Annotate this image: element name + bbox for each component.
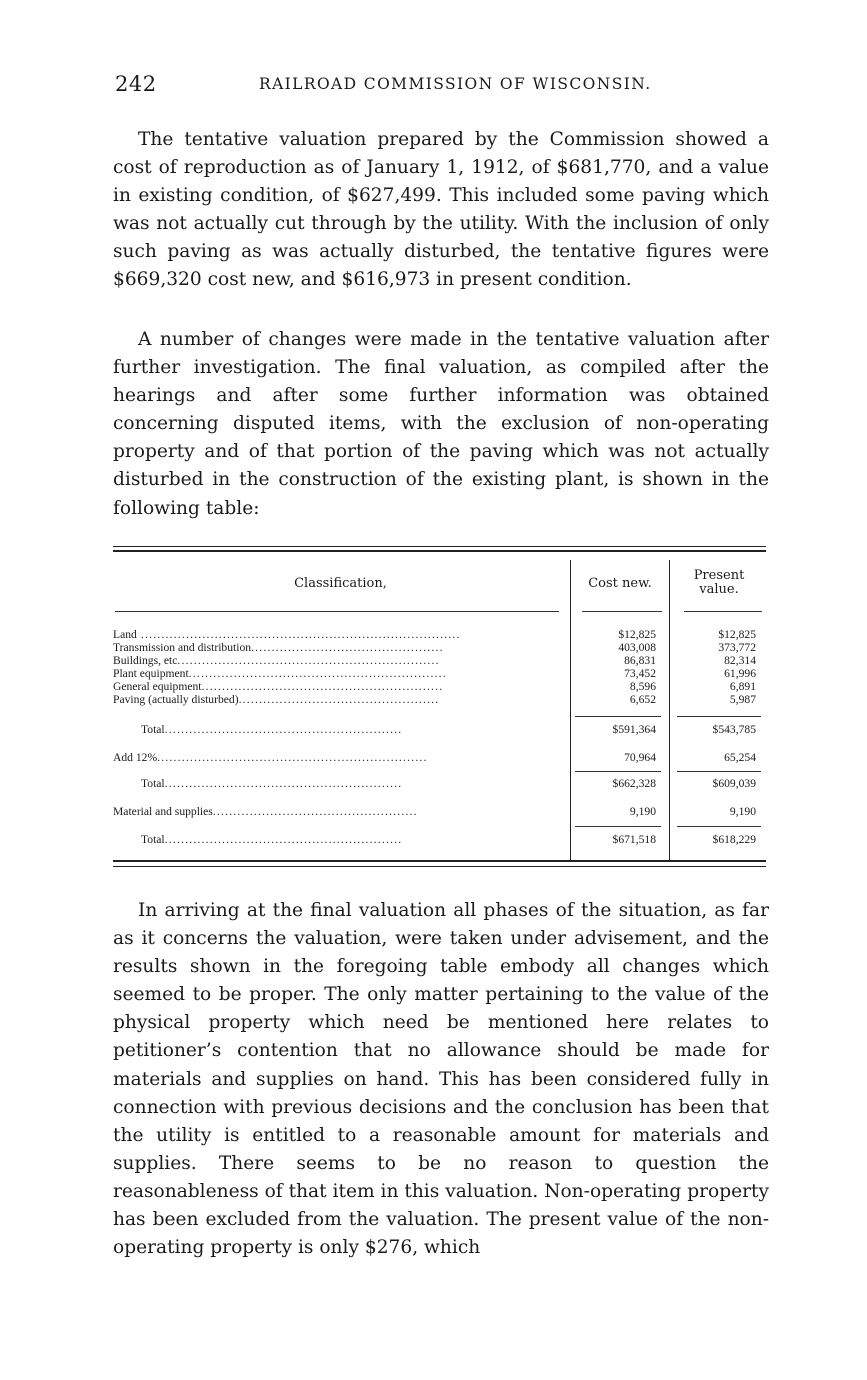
header-present-value-line1: Present (693, 568, 745, 583)
table-cell-cost-new: $591,364 (612, 723, 656, 736)
page-header (113, 72, 773, 102)
table-cell-cost-new: 73,452 (624, 667, 656, 680)
table-cell-cost-new: 86,831 (624, 654, 656, 667)
table-bottom-rule-thick (113, 860, 766, 862)
table-cell-present-value: $12,825 (718, 628, 756, 641)
running-head: RAILROAD COMMISSION OF WISCONSIN. (259, 75, 652, 93)
header-rule (582, 611, 662, 612)
table-cell-present-value: $618,229 (712, 833, 756, 846)
subtotal-rule (677, 716, 761, 717)
header-cost-new: Cost new. (588, 576, 652, 591)
table-cell-present-value: 82,314 (724, 654, 756, 667)
table-row-label: Total.......................................................... (141, 723, 403, 736)
table-cell-cost-new: 6,652 (629, 693, 656, 706)
table-cell-cost-new: $662,328 (612, 777, 656, 790)
table-bottom-rule (113, 866, 766, 867)
table-row-label: General equipment........................................................... (113, 680, 444, 693)
paragraph-arriving-at-valuation: In arriving at the final valuation all phases of the situation, as far as it concerns the valuation, were taken under advisement, and the results shown in the foregoing table embody all changes which seemed to be proper. The only matter pertaining to the value of the physical property which need be mentioned here relates to petitioner’s contention that no allowance should be made for materials and supplies on hand. This has been considered fully in connection with previous decisions and the conclusion has been that the utility is entitled to a reasonable amount for materials and supplies. There seems to be no reason to question the reasonableness of that item in this valuation. Non-operating property has been excluded from the valuation. The present value of the non-operating property is only $276, which (113, 900, 769, 1259)
paragraph-final-valuation: A number of changes were made in the tentative valuation after further investigation. The final valuation, as compiled after the hearings and after some further information was obtained concerning disputed items, with the exclusion of non-operating property and of that portion of the paving which was not actually disturbed in the construction of the existing plant, is shown in the following table: (113, 329, 769, 519)
table-row-label: Material and supplies.................................................. (113, 805, 418, 818)
table-cell-present-value: 9,190 (729, 805, 756, 818)
table-cell-cost-new: 8,596 (629, 680, 656, 693)
table-row-label: Paving (actually disturbed)................................................. (113, 693, 440, 706)
subtotal-rule (575, 826, 661, 827)
subtotal-rule (575, 771, 661, 772)
table-row-label: Add 12%.................................................................. (113, 751, 428, 764)
subtotal-rule (677, 771, 761, 772)
paragraph-tentative-valuation: The tentative valuation prepared by the Commission showed a cost of reproduction as of January 1, 1912, of $681,770, and a value in existing condition, of $627,499. This included some paving which was not actually cut through by the utility. With the inclusion of only such paving as was actually disturbed, the tentative figures were $669,320 cost new, and $616,973 in present condition. (113, 129, 769, 291)
column-divider (669, 560, 670, 860)
table-cell-present-value: $543,785 (712, 723, 756, 736)
page-number: 242 (115, 72, 157, 96)
table-row-label: Plant equipment............................................................... (113, 667, 447, 680)
header-rule (684, 611, 762, 612)
table-cell-present-value: 65,254 (724, 751, 756, 764)
table-row-label: Buildings, etc................................................................ (113, 654, 440, 667)
table-cell-present-value: 61,996 (724, 667, 756, 680)
subtotal-rule (677, 826, 761, 827)
table-cell-present-value: 6,891 (729, 680, 756, 693)
table-cell-present-value: $609,039 (712, 777, 756, 790)
table-cell-cost-new: 70,964 (624, 751, 656, 764)
table-cell-cost-new: 9,190 (629, 805, 656, 818)
table-cell-present-value: 373,772 (718, 641, 756, 654)
table-cell-cost-new: $671,518 (612, 833, 656, 846)
table-row-label: Transmission and distribution............................................... (113, 641, 444, 654)
header-rule (115, 611, 559, 612)
table-cell-cost-new: $12,825 (618, 628, 656, 641)
table-row-label: Land .............................................................................. (113, 628, 461, 641)
table-cell-cost-new: 403,008 (618, 641, 656, 654)
table-top-rule (113, 546, 766, 547)
table-cell-present-value: 5,987 (729, 693, 756, 706)
header-classification: Classification, (294, 576, 387, 591)
table-row-label: Total.......................................................... (141, 833, 403, 846)
subtotal-rule (575, 716, 661, 717)
table-top-rule-thick (113, 550, 766, 552)
column-divider (570, 560, 571, 860)
table-row-label: Total.......................................................... (141, 777, 403, 790)
header-present-value-line2: value. (699, 582, 739, 597)
